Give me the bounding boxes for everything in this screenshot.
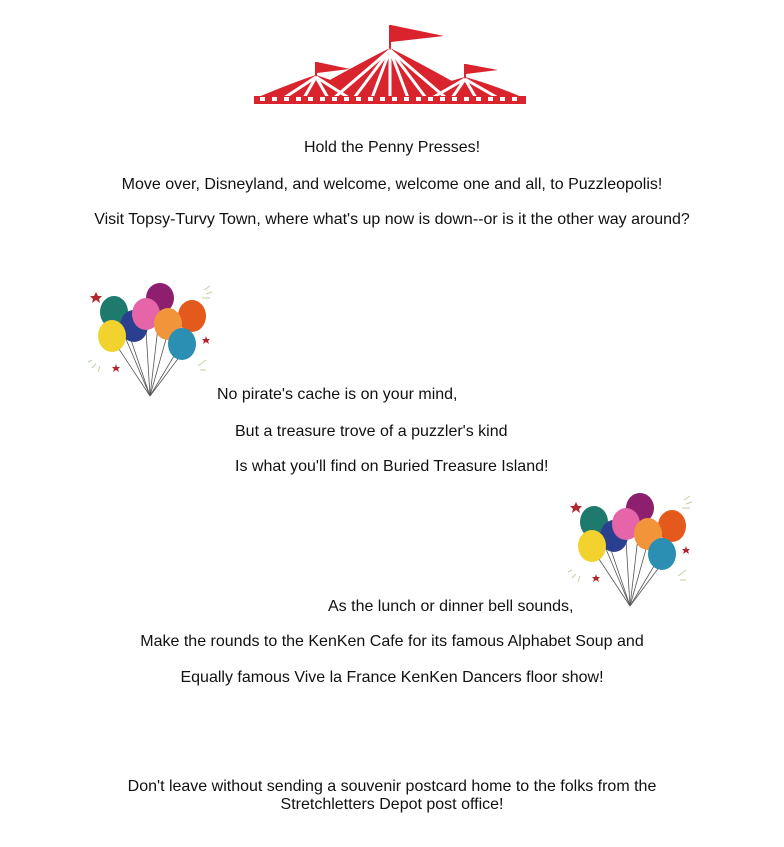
footer-line-1: Don't leave without sending a souvenir postcard home to the folks from the <box>127 778 657 795</box>
circus-tent-icon <box>254 22 526 106</box>
footer-line-2: Stretchletters Depot post office! <box>280 796 504 813</box>
intro-line-3: Visit Topsy-Turvy Town, where what's up now is down--or is it the other way around? <box>94 211 690 228</box>
stanza-2-line-2: Make the rounds to the KenKen Cafe for its famous Alphabet Soup and <box>140 633 644 650</box>
stanza-1-line-2: But a treasure trove of a puzzler's kind <box>235 423 508 440</box>
footer-note <box>0 778 784 814</box>
stanza-1-line-1: No pirate's cache is on your mind, <box>217 386 458 403</box>
stanza-2-line-1: As the lunch or dinner bell sounds, <box>328 598 574 615</box>
balloon-bunch-icon <box>568 492 694 610</box>
stanza-2-line-3: Equally famous Vive la France KenKen Dancers floor show! <box>180 669 604 686</box>
intro-line-2: Move over, Disneyland, and welcome, welcome one and all, to Puzzleopolis! <box>121 176 663 193</box>
intro-line-1: Hold the Penny Presses! <box>303 139 481 156</box>
stanza-1-line-3: Is what you'll find on Buried Treasure Island! <box>235 458 549 475</box>
balloon-bunch-icon <box>88 282 214 400</box>
